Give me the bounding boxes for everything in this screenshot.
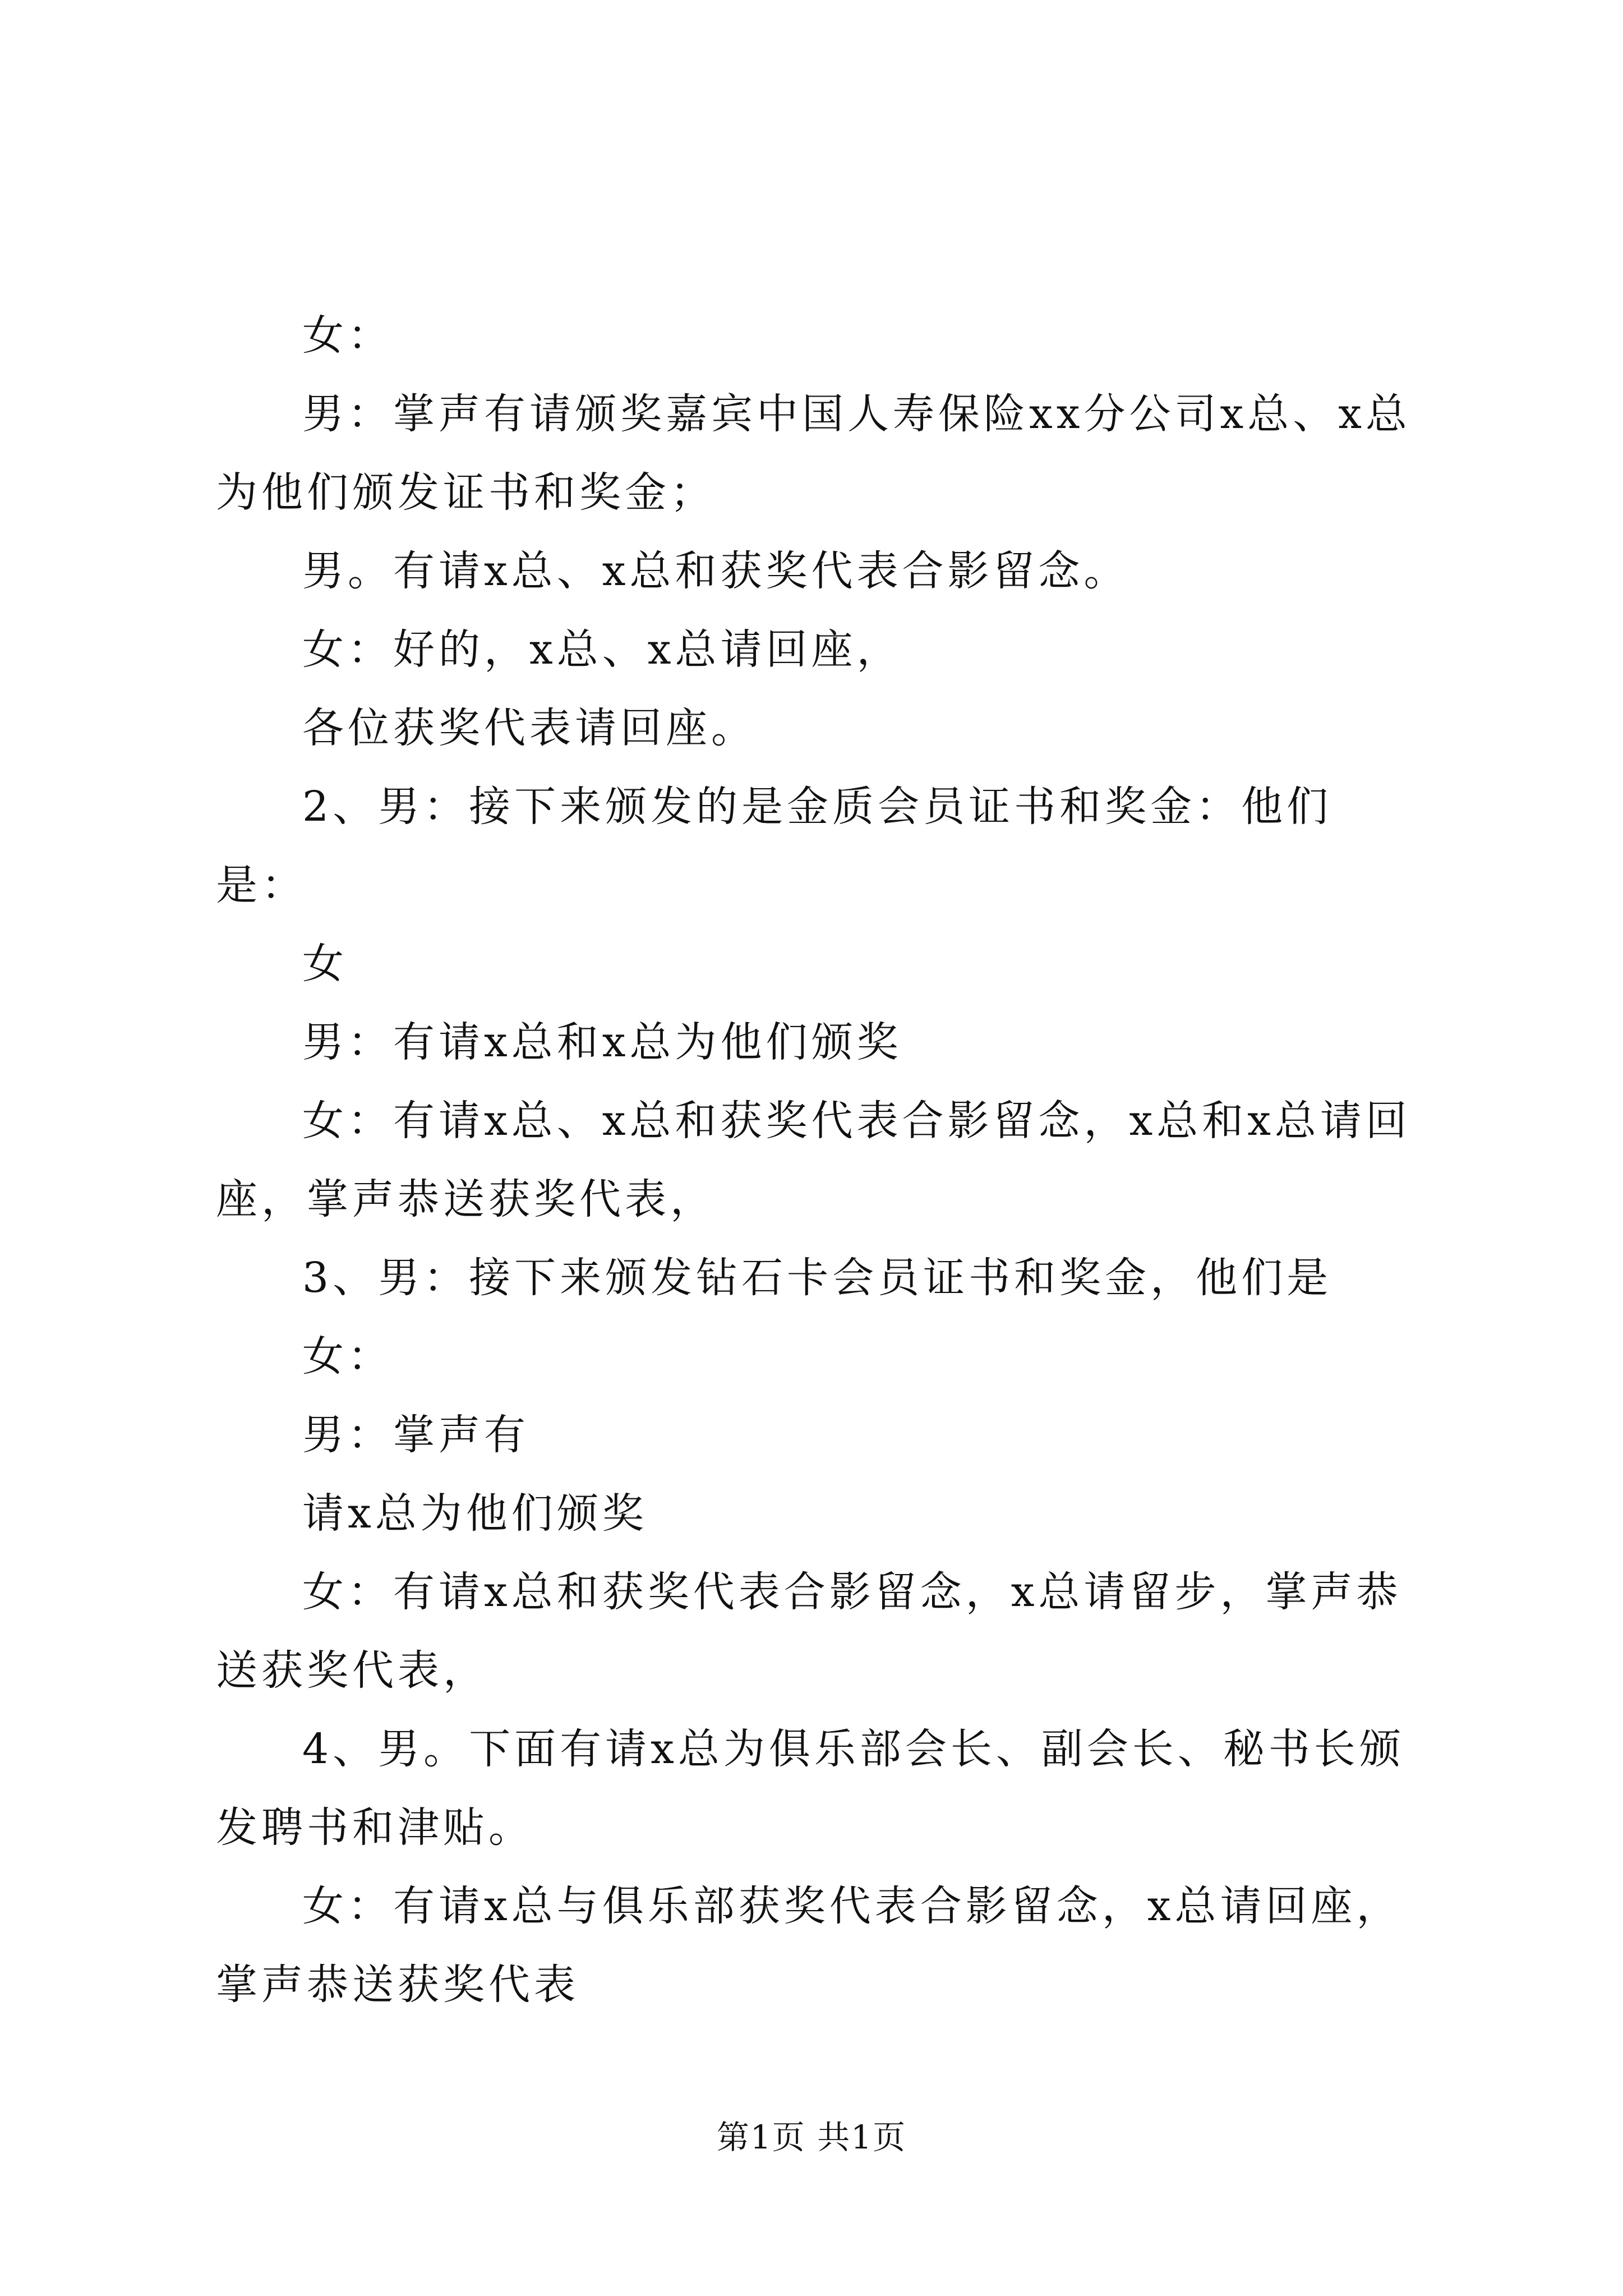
paragraph: 各位获奖代表请回座。: [302, 704, 757, 752]
paragraph: 男：掌声有: [302, 1411, 529, 1459]
paragraph: 女：有请x总、x总和获奖代表合影留念，x总和x总请回座，掌声恭送获奖代表，: [216, 1097, 1411, 1223]
paragraph: 男：掌声有请颁奖嘉宾中国人寿保险xx分公司x总、x总为他们颁发证书和奖金；: [216, 390, 1411, 517]
paragraph: 男：有请x总和x总为他们颁奖: [302, 1018, 902, 1066]
page-number-footer: 第1页 共1页: [716, 2118, 907, 2156]
paragraph: 女：有请x总和获奖代表合影留念，x总请留步，掌声恭送获奖代表，: [216, 1568, 1402, 1695]
paragraph: 3、男：接下来颁发钻石卡会员证书和奖金，他们是: [302, 1254, 1332, 1302]
paragraph: 女：有请x总与俱乐部获奖代表合影留念，x总请回座，掌声恭送获奖代表: [216, 1882, 1402, 2009]
paragraph: 请x总为他们颁奖: [302, 1489, 648, 1538]
document-body: [216, 296, 1417, 2024]
paragraph: 女: [302, 940, 348, 988]
paragraph: 女：好的，x总、x总请回座，: [302, 625, 902, 674]
paragraph: 女：: [302, 1332, 393, 1381]
paragraph: 男。有请x总、x总和获奖代表合影留念。: [302, 547, 1129, 595]
paragraph: 4、男。下面有请x总为俱乐部会长、副会长、秘书长颁发聘书和津贴。: [216, 1725, 1405, 1852]
paragraph: 2、男：接下来颁发的是金质会员证书和奖金：他们是：: [216, 783, 1332, 909]
paragraph: 女：: [302, 311, 393, 360]
